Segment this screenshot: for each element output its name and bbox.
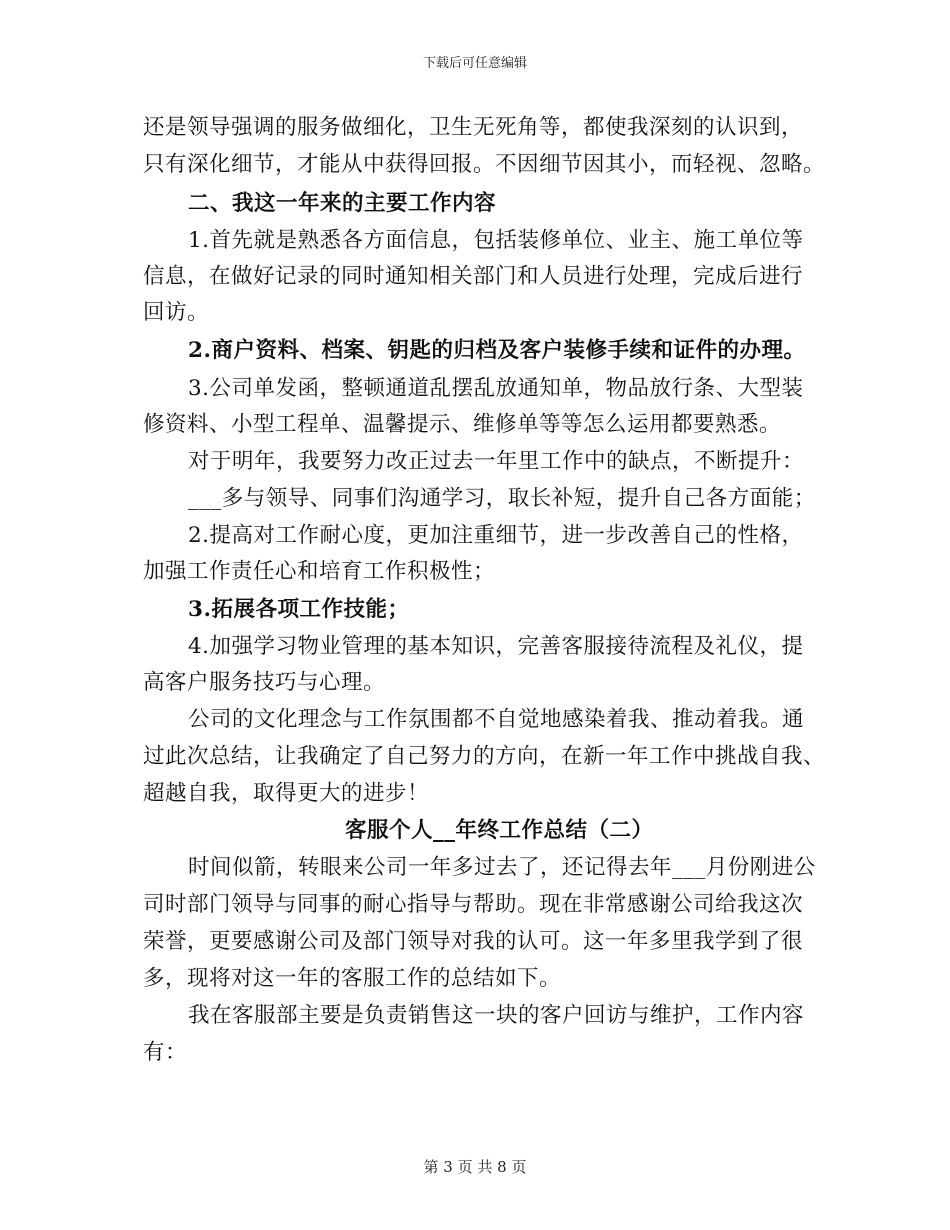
section-heading: 3.拓展各项工作技能； [188,597,410,622]
section-heading: 二、我这一年来的主要工作内容 [188,191,497,216]
body-text-line: 加强工作责任心和培育工作积极性； [143,559,496,584]
body-text-line: 对于明年，我要努力改正过去一年里工作中的缺点，不断提升： [188,449,805,474]
body-text-line: 时间似箭，转眼来公司一年多过去了，还记得去年___月份刚进公 [188,855,816,880]
body-text-line: 4.加强学习物业管理的基本知识，完善客服接待流程及礼仪，提 [188,634,804,659]
body-text-line: 信息，在做好记录的同时通知相关部门和人员进行处理，完成后进行 [143,264,804,289]
body-text-line: 还是领导强调的服务做细化，卫生无死角等，都使我深刻的认识到， [143,115,804,140]
body-text-line: 多，现将对这一年的客服工作的总结如下。 [143,966,562,991]
body-text-line: 修资料、小型工程单、温馨提示、维修单等等怎么运用都要熟悉。 [143,412,782,437]
body-text-line: 高客户服务技巧与心理。 [143,670,386,695]
body-text-line: 公司的文化理念与工作氛围都不自觉地感染着我、推动着我。通 [188,707,805,732]
body-text-line: 司时部门领导与同事的耐心指导与帮助。现在非常感谢公司给我这次 [143,892,804,917]
body-text-line: 只有深化细节，才能从中获得回报。不因细节因其小，而轻视、忽略。 [143,152,826,177]
section-heading: 2.商户资料、档案、钥匙的归档及客户装修手续和证件的办理。 [188,338,806,363]
section-heading: 客服个人__年终工作总结（二） [345,818,654,843]
body-text-line: 2.提高对工作耐心度，更加注重细节，进一步改善自己的性格， [188,523,804,548]
body-text-line: 超越自我，取得更大的进步！ [143,781,430,806]
page-header: 下载后可任意编辑 [422,56,527,71]
body-text-line: ___多与领导、同事们沟通学习，取长补短，提升自己各方面能； [188,486,816,511]
body-text-line: 荣誉，更要感谢公司及部门领导对我的认可。这一年多里我学到了很 [143,929,804,954]
body-text-line: 1.首先就是熟悉各方面信息，包括装修单位、业主、施工单位等 [188,228,804,253]
body-text-line: 我在客服部主要是负责销售这一块的客户回访与维护，工作内容 [188,1003,805,1028]
page-footer: 第 3 页 共 8 页 [423,1158,527,1176]
body-text-line: 3.公司单发函，整顿通道乱摆乱放通知单，物品放行条、大型装 [188,376,804,401]
body-text-line: 回访。 [143,300,210,325]
body-text-line: 有： [143,1040,188,1065]
body-text-line: 过此次总结，让我确定了自己努力的方向，在新一年工作中挑战自我、 [143,744,826,769]
